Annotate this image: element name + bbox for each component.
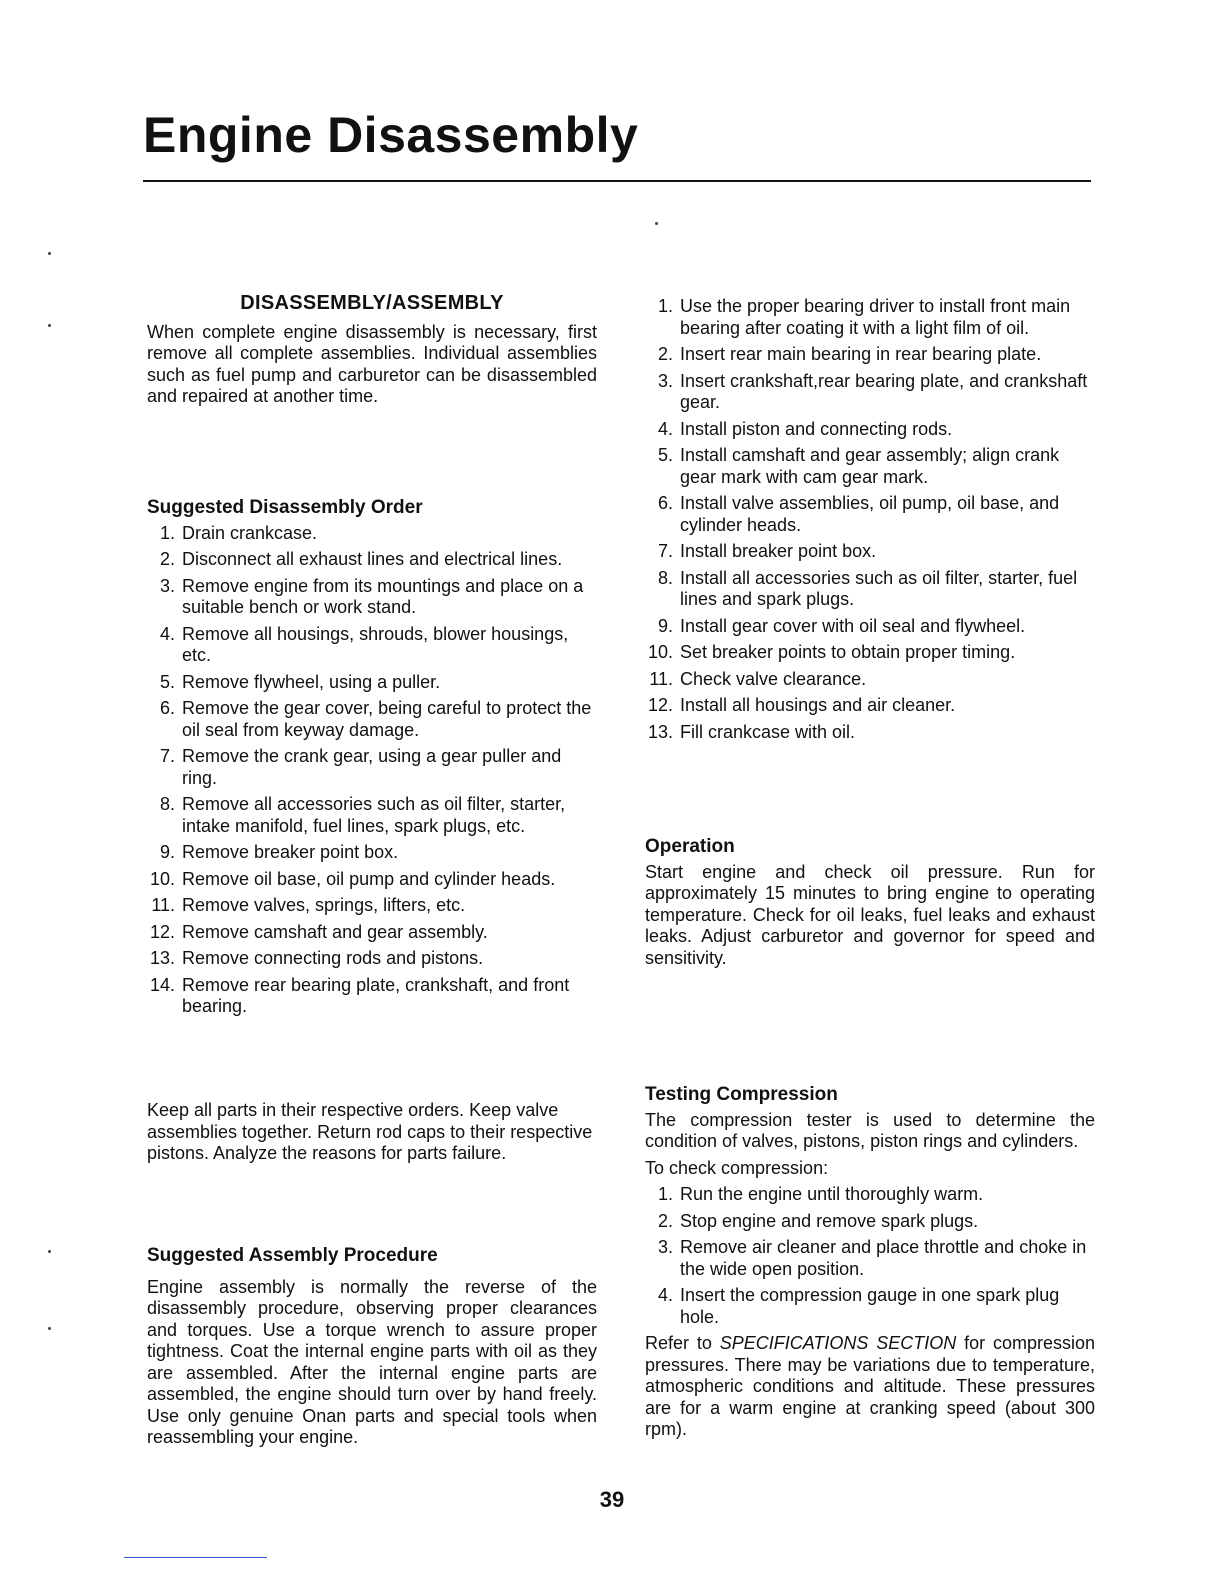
step-text: Set breaker points to obtain proper timing. [680, 642, 1016, 662]
step-text: Remove air cleaner and place throttle and choke in the wide open position. [680, 1237, 1087, 1279]
list-item [645, 1211, 1095, 1233]
step-text: Remove the gear cover, being careful to protect the oil seal from keyway damage. [182, 698, 592, 740]
step-number: 9. [657, 615, 673, 636]
assembly-procedure-title: Suggested Assembly Procedure [147, 1245, 438, 1266]
operation-paragraph: Start engine and check oil pressure. Run for approximately 15 minutes to bring engine to operating temperature. Check for oil leaks, fuel leaks and exhaust leaks. Adjust carburetor and governor for speed and sensitivity. [645, 861, 1095, 968]
keep-parts-section [147, 1100, 597, 1165]
step-number: 2. [657, 344, 673, 364]
testing-compression-title: Testing Compression [645, 1084, 838, 1105]
assembly-steps-section [645, 296, 1095, 748]
page-title: Engine Disassembly [143, 107, 639, 163]
step-text: Remove camshaft and gear assembly. [182, 921, 488, 942]
step-text: Insert rear main bearing in rear bearing plate. [680, 344, 1042, 364]
assembly-procedure-section [147, 1245, 597, 1449]
list-item [645, 616, 1095, 638]
step-number: 10. [647, 642, 673, 662]
step-text: Install piston and connecting rods. [680, 418, 953, 439]
list-item [147, 895, 597, 917]
scan-speck [48, 252, 51, 255]
list-item [645, 1237, 1095, 1280]
page-number: 39 [599, 1487, 625, 1512]
step-text: Remove breaker point box. [182, 842, 399, 862]
intro-paragraph: When complete engine disassembly is necessary, first remove all complete assemblies. Individual assemblies such as fuel pump and carburetor can be disassembled and repaired at another time. [147, 321, 597, 406]
step-text: Use the proper bearing driver to install front main bearing after coating it with a light film of oil. [680, 296, 1071, 338]
step-number: 6. [657, 493, 673, 513]
list-item [147, 869, 597, 891]
step-text: Remove oil base, oil pump and cylinder heads. [182, 868, 556, 889]
step-text: Remove engine from its mountings and place on a suitable bench or work stand. [182, 575, 584, 617]
testing-compression-intro: The compression tester is used to determine the condition of valves, pistons, piston rings and cylinders. [645, 1109, 1095, 1151]
step-text: Run the engine until thoroughly warm. [680, 1184, 984, 1204]
step-text: Disconnect all exhaust lines and electrical lines. [182, 549, 563, 569]
scan-speck [48, 1327, 51, 1330]
step-number: 1. [159, 522, 175, 543]
step-number: 4. [159, 623, 175, 644]
refer-emphasis: SPECIFICATIONS SECTION [719, 1333, 957, 1353]
list-item [147, 672, 597, 694]
step-text: Remove all housings, shrouds, blower housings, etc. [182, 623, 569, 665]
refer-suffix: for compression pressures. There may be variations due to temperature, atmospheric conditions and altitude. These pressures are for a warm engine at cranking speed (about 300 rpm). [645, 1333, 1095, 1439]
assembly-procedure-paragraph: Engine assembly is normally the reverse of the disassembly procedure, observing proper clearances and torques. Use a torque wrench to assure proper tightness. Coat the internal engine parts with oil as they are assembled. After the internal engine parts are assembled, the engine should turn over by hand freely. Use only genuine Onan parts and special tools when reassembling your engine. [147, 1276, 597, 1447]
step-number: 14. [149, 974, 175, 995]
list-item [645, 642, 1095, 664]
step-number: 5. [159, 671, 175, 692]
list-item [147, 948, 597, 970]
step-number: 3. [159, 575, 175, 596]
list-item [645, 669, 1095, 691]
step-number: 11. [649, 668, 673, 689]
step-number: 3. [657, 370, 673, 391]
step-number: 8. [159, 794, 175, 814]
refer-prefix: Refer to [645, 1333, 720, 1353]
scan-speck [655, 222, 658, 225]
step-number: 10. [149, 868, 175, 889]
disassembly-steps-list [147, 523, 597, 1018]
step-number: 9. [159, 842, 175, 862]
step-text: Fill crankcase with oil. [680, 721, 856, 742]
list-item [147, 523, 597, 545]
operation-title: Operation [645, 836, 735, 857]
step-text: Stop engine and remove spark plugs. [680, 1210, 979, 1231]
step-text: Drain crankcase. [182, 522, 318, 543]
section-heading: DISASSEMBLY/ASSEMBLY [240, 292, 504, 314]
list-item [645, 419, 1095, 441]
list-item [645, 1184, 1095, 1206]
step-number: 8. [657, 567, 673, 588]
step-text: Install all accessories such as oil filter, starter, fuel lines and spark plugs. [680, 567, 1078, 609]
compression-refer-paragraph [645, 1333, 1095, 1441]
list-item [147, 842, 597, 864]
list-item [147, 746, 597, 789]
step-number: 1. [657, 296, 673, 316]
list-item [147, 794, 597, 837]
list-item [645, 568, 1095, 611]
scan-speck [48, 324, 51, 327]
testing-compression-section [645, 1084, 1095, 1441]
list-item [147, 549, 597, 571]
step-number: 5. [657, 445, 673, 465]
step-text: Remove valves, springs, lifters, etc. [182, 895, 466, 915]
list-item [147, 698, 597, 741]
step-number: 13. [647, 721, 673, 742]
step-text: Check valve clearance. [680, 668, 867, 689]
step-text: Install camshaft and gear assembly; align crank gear mark with cam gear mark. [680, 445, 1060, 487]
step-text: Remove flywheel, using a puller. [182, 671, 441, 692]
step-text: Install gear cover with oil seal and flywheel. [680, 615, 1026, 636]
list-item [147, 922, 597, 944]
step-text: Remove the crank gear, using a gear puller and ring. [182, 746, 562, 788]
title-rule [143, 180, 1091, 182]
step-number: 13. [149, 948, 175, 968]
step-number: 11. [151, 895, 175, 915]
step-text: Remove all accessories such as oil filter, starter, intake manifold, fuel lines, spark plugs, etc. [182, 794, 566, 836]
step-text: Insert the compression gauge in one spark plug hole. [680, 1285, 1060, 1327]
list-item [645, 445, 1095, 488]
list-item [645, 493, 1095, 536]
left-column [147, 293, 597, 408]
step-number: 4. [657, 418, 673, 439]
step-text: Remove connecting rods and pistons. [182, 948, 484, 968]
list-item [147, 975, 597, 1018]
step-number: 7. [159, 746, 175, 766]
assembly-steps-list [645, 296, 1095, 743]
list-item [645, 541, 1095, 563]
step-number: 12. [149, 921, 175, 942]
step-number: 4. [657, 1285, 673, 1305]
keep-parts-paragraph: Keep all parts in their respective orders. Keep valve assemblies together. Return rod caps to their respective pistons. Analyze the reasons for parts failure. [147, 1100, 593, 1163]
list-item [645, 344, 1095, 366]
step-text: Install all housings and air cleaner. [680, 695, 956, 715]
operation-section [645, 836, 1095, 969]
list-item [645, 296, 1095, 339]
testing-compression-lead: To check compression: [645, 1157, 829, 1178]
step-number: 2. [159, 549, 175, 569]
step-number: 3. [657, 1237, 673, 1257]
list-item [147, 624, 597, 667]
list-item [645, 1285, 1095, 1328]
bottom-rule [124, 1557, 267, 1558]
step-text: Insert crankshaft,rear bearing plate, and crankshaft gear. [680, 370, 1088, 412]
step-text: Remove rear bearing plate, crankshaft, and front bearing. [182, 974, 570, 1016]
list-item [645, 695, 1095, 717]
disassembly-order-title: Suggested Disassembly Order [147, 497, 423, 518]
disassembly-order-section [147, 497, 597, 1023]
list-item [645, 722, 1095, 744]
step-number: 7. [657, 541, 673, 561]
step-text: Install breaker point box. [680, 541, 877, 561]
step-number: 6. [159, 698, 175, 718]
step-number: 1. [657, 1184, 673, 1204]
list-item [147, 576, 597, 619]
compression-steps-list [645, 1184, 1095, 1328]
scan-speck [48, 1250, 51, 1253]
step-number: 12. [647, 695, 673, 715]
step-text: Install valve assemblies, oil pump, oil base, and cylinder heads. [680, 493, 1060, 535]
step-number: 2. [657, 1210, 673, 1231]
list-item [645, 371, 1095, 414]
